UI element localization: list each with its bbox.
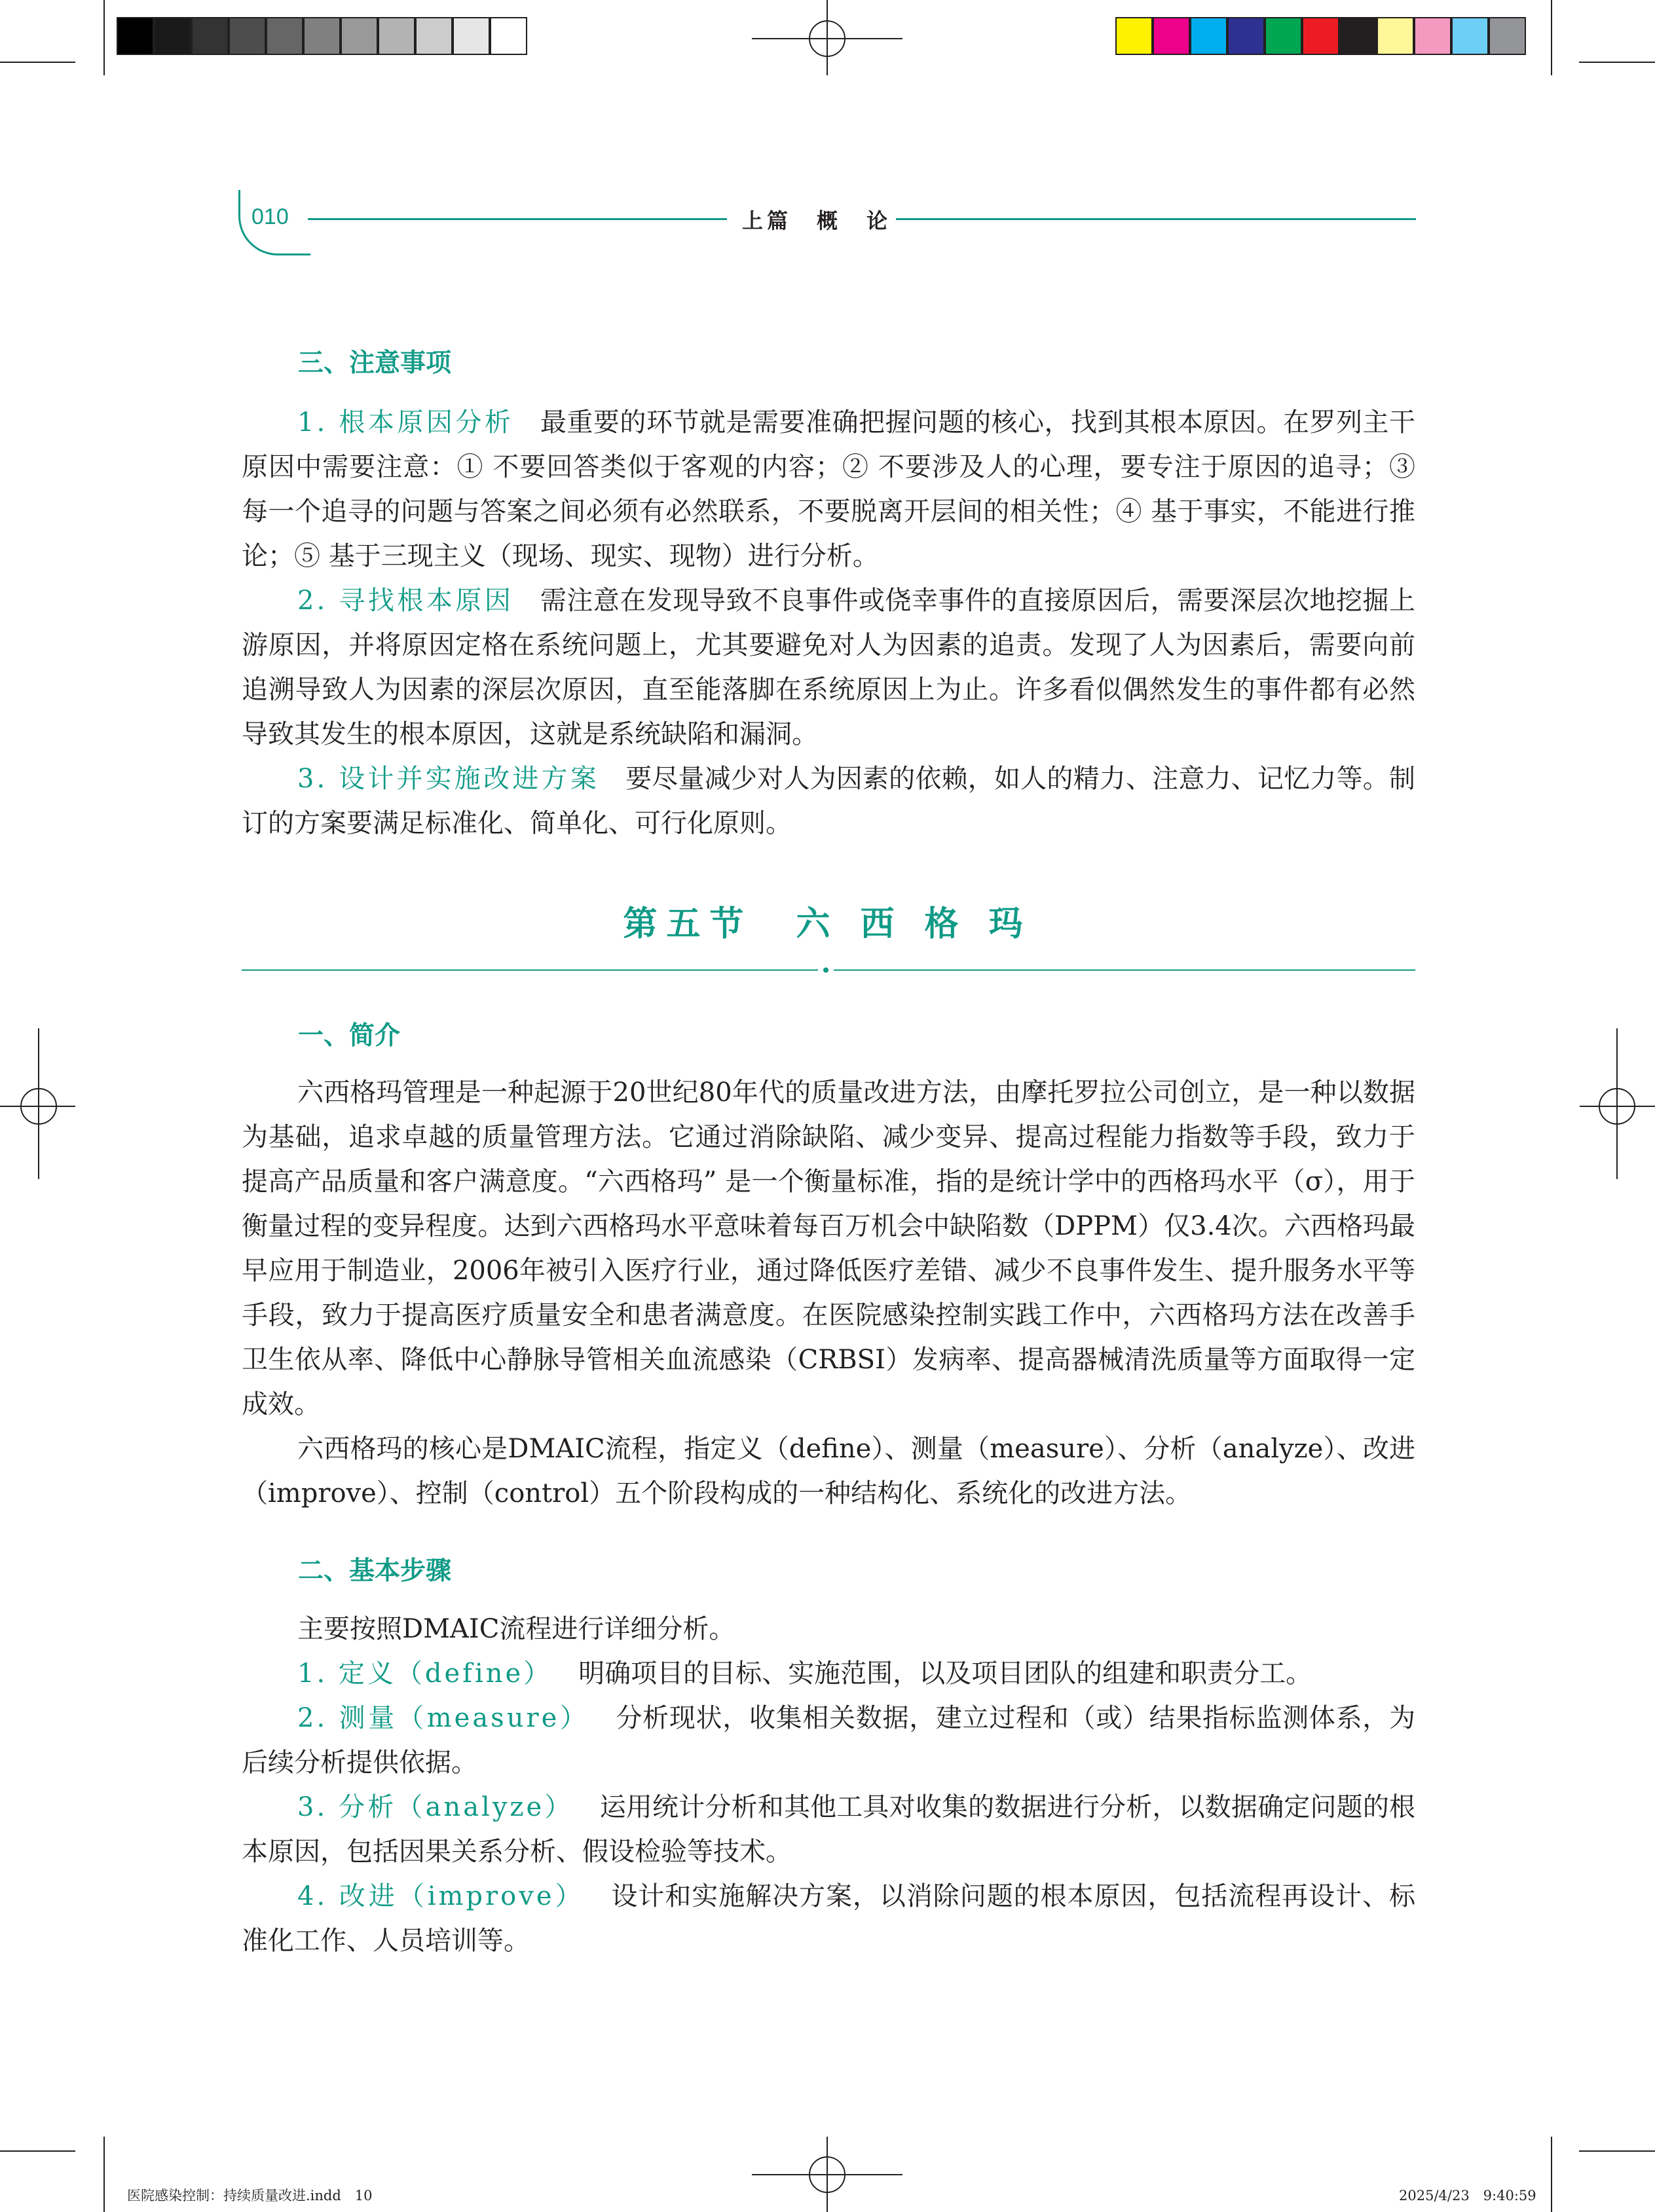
registration-mark [1599,1088,1635,1125]
note-label: 3. 设计并实施改进方案 [297,764,599,794]
color-swatch [1339,17,1377,55]
section-rule-right [834,969,1415,971]
color-swatch [1227,17,1265,55]
color-bar [1115,17,1526,58]
crop-mark [1551,0,1552,75]
gray-swatch [266,17,303,55]
color-swatch [1115,17,1153,55]
header-rule-left [308,218,727,220]
color-swatch [1489,17,1526,55]
gray-swatch [303,17,341,55]
note-text: 需注意在发现导致不良事件或侥幸事件的直接原因后，需要深层次地挖掘上游原因，并将原因定格在系统问题上，尤其要避免对人为因素的追责。发现了人为因素后，需要向前追溯导致人为因素的深层次原因，直至能落脚在系统原因上为止。许多看似偶然发生的事件都有必然导致其发生的根本原因，这就是系统缺陷和漏洞。 [242,586,1415,749]
gray-swatch [191,17,229,55]
footer-timestamp: 2025/4/23 9:40:59 [1399,2188,1536,2203]
crop-mark [1579,62,1655,63]
step-text: 设计和实施解决方案，以消除问题的根本原因，包括流程再设计、标准化工作、人员培训等。 [242,1881,1415,1956]
grayscale-bar [117,17,527,58]
intro-heading: 一、简介 [298,1021,401,1051]
steps-lead: 主要按照DMAIC流程进行详细分析。 [297,1614,735,1644]
note-paragraph [242,400,1415,578]
step-text: 明确项目的目标、实施范围，以及项目团队的组建和职责分工。 [578,1659,1312,1689]
note-text: 要尽量减少对人为因素的依赖，如人的精力、注意力、记忆力等。制订的方案要满足标准化、简单化、可行化原则。 [242,764,1415,838]
note-text: 最重要的环节就是需要准确把握问题的核心，找到其根本原因。在罗列主干原因中需要注意：① 不要回答类似于客观的内容；② 不要涉及人的心理，要专注于原因的追寻；③ 每一个追寻的问题与答案之间必须有必然联系，不要脱离开层间的相关性；④ 基于事实，不能进行推论；⑤ 基于三现主义（现场、现实、现物）进行分析。 [242,407,1415,571]
intro-paragraph: 六西格玛的核心是DMAIC流程，指定义（define）、测量（measure）、分析（analyze）、改进（improve）、控制（control）五个阶段构成的一种结构化、系统化的改进方法。 [242,1434,1415,1509]
step-label: 4. 改进（improve） [297,1881,585,1911]
running-title: 上篇 概 论 [742,208,892,233]
note-label: 2. 寻找根本原因 [297,586,514,616]
step-text: 运用统计分析和其他工具对收集的数据进行分析，以数据确定问题的根本原因，包括因果关系分析、假设检验等技术。 [242,1792,1415,1867]
registration-mark [809,2156,846,2193]
step-label: 1. 定义（define） [297,1659,553,1689]
section-heading: 三、注意事项 [298,348,452,378]
intro-body [242,1070,1415,1516]
section-rule-left [242,969,818,971]
step-text: 分析现状，收集相关数据，建立过程和（或）结果指标监测体系，为后续分析提供依据。 [242,1703,1416,1778]
step-label: 3. 分析（analyze） [297,1792,574,1822]
gray-swatch [378,17,415,55]
crop-mark [1551,2137,1552,2212]
registration-mark [20,1088,57,1125]
page-number: 010 [251,204,289,229]
crop-mark [1579,2150,1655,2152]
color-swatch [1265,17,1302,55]
crop-mark [0,62,75,63]
color-swatch [1153,17,1190,55]
gray-swatch [415,17,453,55]
gray-swatch [490,17,527,55]
header-rule-right [896,218,1416,220]
color-swatch [1302,17,1339,55]
note-label: 1. 根本原因分析 [297,407,514,438]
steps-heading: 二、基本步骤 [298,1556,452,1586]
step-paragraph [242,1651,1415,1696]
registration-mark [809,20,846,57]
color-swatch [1414,17,1451,55]
step-label: 2. 测量（measure） [297,1703,589,1733]
crop-mark [103,2137,105,2212]
intro-paragraph: 六西格玛管理是一种起源于20世纪80年代的质量改进方法，由摩托罗拉公司创立，是一种以数据为基础，追求卓越的质量管理方法。它通过消除缺陷、减少变异、提高过程能力指数等手段，致力于提高产品质量和客户满意度。“六西格玛” 是一个衡量标准，指的是统计学中的西格玛水平（σ），用于衡量过程的变异程度。达到六西格玛水平意味着每百万机会中缺陷数（DPPM）仅3.4次。六西格玛最早应用于制造业，2006年被引入医疗行业，通过降低医疗差错、减少不良事件发生、提升服务水平等手段，致力于提高医疗质量安全和患者满意度。在医院感染控制实践工作中，六西格玛方法在改善手卫生依从率、降低中心静脉导管相关血流感染（CRBSI）发病率、提高器械清洗质量等方面取得一定成效。 [242,1078,1415,1419]
gray-swatch [341,17,378,55]
color-swatch [1377,17,1414,55]
step-paragraph [242,1696,1415,1785]
note-paragraph [242,578,1415,757]
footer-filename: 医院感染控制：持续质量改进.indd 10 [127,2188,373,2203]
gray-swatch [154,17,191,55]
crop-mark [0,2150,75,2152]
section3-body [242,400,1415,846]
color-swatch [1190,17,1227,55]
crop-mark [103,0,105,75]
step-paragraph [242,1785,1415,1874]
color-swatch [1451,17,1489,55]
section-title: 第五节 六 西 格 玛 [623,905,1032,944]
gray-swatch [453,17,490,55]
step-paragraph [242,1874,1415,1963]
section-rule-dot [823,967,828,973]
gray-swatch [229,17,266,55]
gray-swatch [117,17,154,55]
steps-body [242,1607,1415,1963]
note-paragraph [242,757,1415,846]
